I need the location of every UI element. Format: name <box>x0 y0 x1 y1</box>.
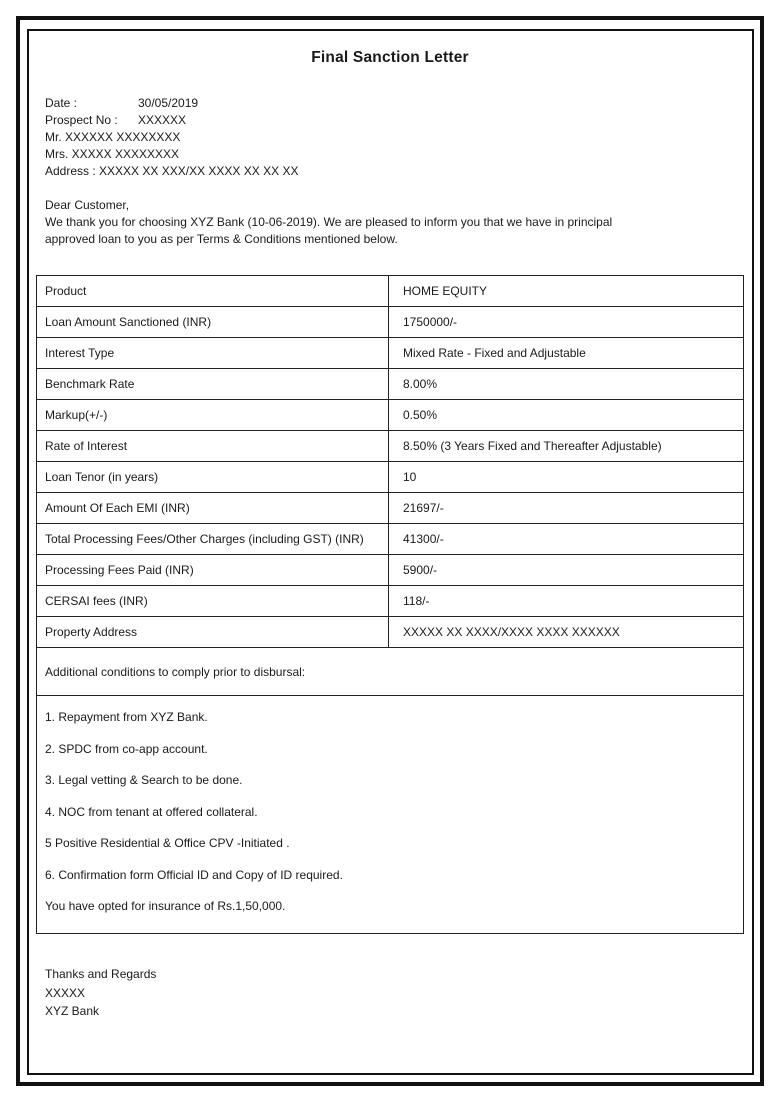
term-value: Mixed Rate - Fixed and Adjustable <box>389 338 744 369</box>
term-label: Loan Tenor (in years) <box>37 462 389 493</box>
term-value: 21697/- <box>389 493 744 524</box>
term-label: Benchmark Rate <box>37 369 389 400</box>
term-label: Total Processing Fees/Other Charges (including GST) (INR) <box>37 524 389 555</box>
conditions-list <box>37 696 744 934</box>
term-value: 8.50% (3 Years Fixed and Thereafter Adjustable) <box>389 431 744 462</box>
terms-row <box>37 524 744 555</box>
conditions-header-row <box>37 648 744 696</box>
terms-row <box>37 338 744 369</box>
prospect-row <box>45 112 298 129</box>
terms-row <box>37 307 744 338</box>
term-label: Product <box>37 276 389 307</box>
bank-name: XYZ Bank <box>45 1004 100 1018</box>
term-value: 10 <box>389 462 744 493</box>
term-value: 0.50% <box>389 400 744 431</box>
term-label: Rate of Interest <box>37 431 389 462</box>
term-label: Loan Amount Sanctioned (INR) <box>37 307 389 338</box>
term-value: XXXXX XX XXXX/XXXX XXXX XXXXXX <box>389 617 744 648</box>
term-value: 8.00% <box>389 369 744 400</box>
condition-item: 4. NOC from tenant at offered collateral. <box>45 804 258 819</box>
term-value: HOME EQUITY <box>389 276 744 307</box>
term-value: 5900/- <box>389 555 744 586</box>
conditions-body-row <box>37 696 744 934</box>
term-label: Amount Of Each EMI (INR) <box>37 493 389 524</box>
condition-item: 6. Confirmation form Official ID and Copy of ID required. <box>45 867 343 882</box>
terms-row <box>37 462 744 493</box>
prospect-value: XXXXXX <box>138 113 187 127</box>
intro-line-2: approved loan to you as per Terms & Conditions mentioned below. <box>45 232 398 246</box>
terms-row <box>37 617 744 648</box>
closing-text: Thanks and Regards <box>45 967 157 981</box>
prospect-label: Prospect No : <box>45 113 118 127</box>
terms-row <box>37 431 744 462</box>
applicant-address: Address : XXXXX XX XXX/XX XXXX XX XX XX <box>45 164 299 178</box>
date-label: Date : <box>45 96 78 110</box>
insurance-note: You have opted for insurance of Rs.1,50,000. <box>45 899 286 913</box>
signoff-block <box>45 965 156 1021</box>
condition-item: 3. Legal vetting & Search to be done. <box>45 773 243 787</box>
signatory-name: XXXXX <box>45 985 86 1000</box>
term-value: 41300/- <box>389 524 744 555</box>
term-value: 118/- <box>389 586 744 617</box>
terms-row <box>37 369 744 400</box>
loan-terms-table <box>36 275 744 934</box>
letter-title: Final Sanction Letter <box>311 49 469 66</box>
conditions-header: Additional conditions to comply prior to disbursal: <box>37 648 744 696</box>
date-row <box>45 95 298 112</box>
letter-meta-block <box>45 95 298 180</box>
term-label: Markup(+/-) <box>37 400 389 431</box>
terms-row <box>37 493 744 524</box>
terms-row <box>37 400 744 431</box>
term-label: Interest Type <box>37 338 389 369</box>
term-label: Property Address <box>37 617 389 648</box>
terms-row <box>37 555 744 586</box>
letter-intro <box>45 197 612 248</box>
condition-item: 5 Positive Residential & Office CPV -Initiated . <box>45 836 290 850</box>
terms-row <box>37 276 744 307</box>
condition-item: 1. Repayment from XYZ Bank. <box>45 710 208 724</box>
applicant-1: Mr. XXXXXX XXXXXXXX <box>45 130 181 144</box>
salutation: Dear Customer, <box>45 198 130 212</box>
date-value: 30/05/2019 <box>138 96 199 110</box>
term-label: Processing Fees Paid (INR) <box>37 555 389 586</box>
term-value: 1750000/- <box>389 307 744 338</box>
applicant-2: Mrs. XXXXX XXXXXXXX <box>45 147 180 161</box>
terms-row <box>37 586 744 617</box>
intro-line-1: We thank you for choosing XYZ Bank (10-06-2019). We are pleased to inform you that we have in principal <box>45 215 613 229</box>
term-label: CERSAI fees (INR) <box>37 586 389 617</box>
condition-item: 2. SPDC from co-app account. <box>45 741 208 756</box>
